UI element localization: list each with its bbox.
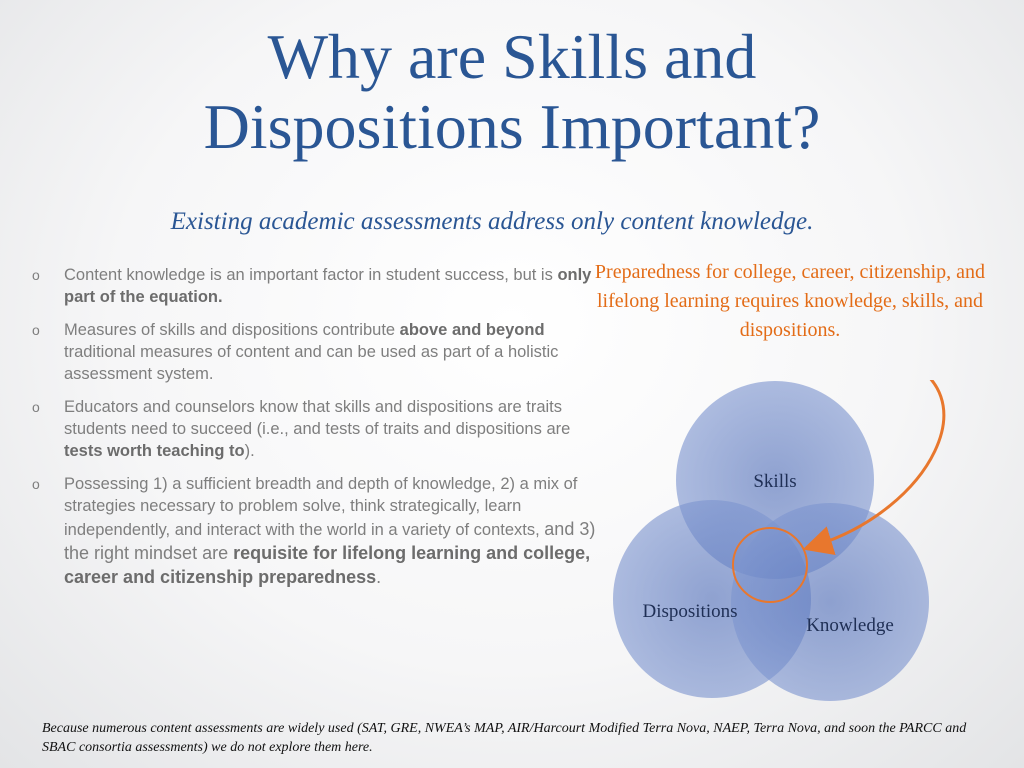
subtitle: Existing academic assessments address only content knowledge. xyxy=(170,208,814,235)
preparedness-callout: Preparedness for college, career, citizenship, and lifelong learning requires knowledge, skills, and dispositions. xyxy=(594,261,986,341)
skills-label: Skills xyxy=(753,471,797,492)
bullet-text: . xyxy=(376,567,382,587)
bullet-text: Content knowledge is an important factor in student success, but is xyxy=(64,266,558,284)
bullet-text: Possessing 1) a sufficient breadth and depth of knowledge, 2) a mix of strategies necessary to problem solve, think strategically, learn independently, and interact with the world in a variety of contexts, xyxy=(64,475,578,539)
bullet-text: Educators and counselors know that skills and dispositions are traits students need to succeed (i.e., and tests of traits and dispositions are xyxy=(64,398,571,438)
bullet-emphasis: above and beyond xyxy=(399,321,545,339)
bullet-emphasis: requisite for lifelong learning and college, career and citizenship preparedness xyxy=(64,543,591,587)
bullet-text: and 3) the right mindset are xyxy=(64,519,596,563)
bullet-marker: o xyxy=(32,399,40,415)
venn-diagram xyxy=(600,380,960,710)
bullet-emphasis: tests worth teaching to xyxy=(64,442,245,460)
slide-title xyxy=(0,22,1024,162)
bullet-text: traditional measures of content and can be used as part of a holistic assessment system. xyxy=(64,343,559,383)
dispositions-label: Dispositions xyxy=(642,601,738,622)
bullet-item xyxy=(32,473,598,589)
footnote: Because numerous content assessments are widely used (SAT, GRE, NWEA’s MAP, AIR/Harcourt Modified Terra Nova, NAEP, Terra Nova, and soon the PARCC and SBAC consortia assessments) we do not explore them here. xyxy=(42,721,967,755)
knowledge-label: Knowledge xyxy=(806,615,894,636)
bullet-text: ). xyxy=(244,442,255,460)
bullet-text: Measures of skills and dispositions contribute xyxy=(64,321,400,339)
bullet-item xyxy=(32,319,598,385)
bullet-marker: o xyxy=(32,476,40,492)
bullet-item xyxy=(32,396,598,462)
knowledge-circle xyxy=(731,503,929,701)
title-line-1: Why are Skills and xyxy=(267,21,757,92)
title-line-2: Dispositions Important? xyxy=(203,91,821,162)
bullet-list xyxy=(32,264,598,600)
bullet-emphasis: only part of the equation. xyxy=(64,266,592,306)
bullet-marker: o xyxy=(32,267,40,283)
bullet-item xyxy=(32,264,598,308)
bullet-marker: o xyxy=(32,322,40,338)
